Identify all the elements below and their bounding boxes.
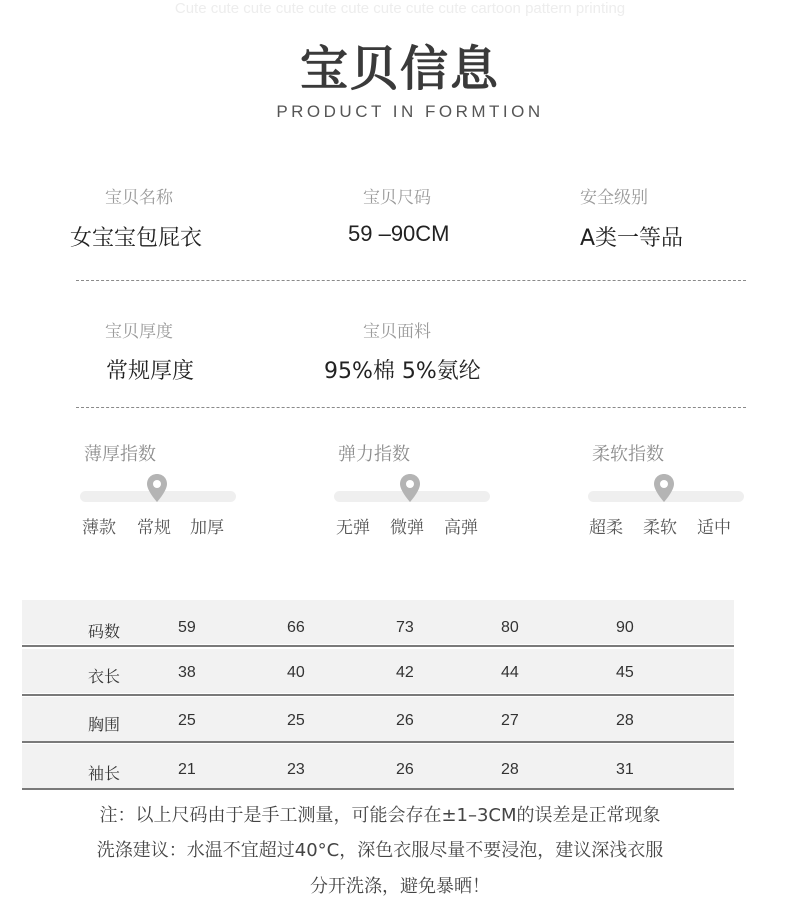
- table-cell: 59: [178, 619, 196, 636]
- elasticity-index-title: 弹力指数: [338, 444, 410, 465]
- table-cell: 45: [616, 664, 634, 681]
- product-size-label: 宝贝尺码: [363, 188, 431, 208]
- table-rule: [22, 788, 734, 790]
- softness-option-moderate: 适中: [697, 518, 731, 538]
- product-name-label: 宝贝名称: [105, 188, 173, 208]
- table-cell: 42: [396, 664, 414, 681]
- watermark-text: Cute cute cute cute cute cute cute cute cute cartoon pattern printing: [174, 0, 626, 17]
- table-cell: 28: [501, 761, 519, 778]
- product-size-value: 59 –90CM: [348, 221, 450, 246]
- table-rule: [22, 694, 734, 696]
- location-pin-icon: [398, 473, 422, 503]
- table-cell: 25: [287, 712, 305, 729]
- table-cell: 66: [287, 619, 305, 636]
- thickness-value: 常规厚度: [106, 359, 195, 384]
- thickness-option-thin: 薄款: [82, 518, 116, 538]
- page-title: 宝贝信息: [299, 41, 500, 97]
- location-pin-icon: [145, 473, 169, 503]
- safety-level-value: A类一等品: [580, 226, 684, 251]
- elasticity-option-none: 无弹: [336, 518, 370, 538]
- length-row-label: 衣长: [88, 667, 121, 686]
- size-row-label: 码数: [88, 622, 121, 641]
- table-cell: 23: [287, 761, 305, 778]
- table-cell: 25: [178, 712, 196, 729]
- softness-option-super-soft: 超柔: [589, 518, 623, 538]
- product-name-value: 女宝宝包屁衣: [70, 226, 203, 251]
- table-cell: 31: [616, 761, 634, 778]
- chest-row-label: 胸围: [88, 715, 121, 734]
- dashed-divider: [76, 280, 746, 281]
- table-cell: 26: [396, 712, 414, 729]
- table-cell: 73: [396, 619, 414, 636]
- thickness-option-regular: 常规: [137, 518, 171, 538]
- table-rule: [22, 645, 734, 647]
- table-cell: 28: [616, 712, 634, 729]
- thickness-label: 宝贝厚度: [105, 322, 173, 342]
- table-cell: 90: [616, 619, 634, 636]
- softness-index-title: 柔软指数: [592, 444, 664, 465]
- safety-level-label: 安全级别: [580, 188, 648, 208]
- fabric-label: 宝贝面料: [363, 322, 431, 342]
- table-cell: 26: [396, 761, 414, 778]
- washing-advice-continued: 分开洗涤，避免暴晒！: [310, 876, 490, 897]
- washing-advice: 洗涤建议：水温不宜超过40°C，深色衣服尽量不要浸泡，建议深浅衣服: [96, 840, 664, 861]
- fabric-value: 95%棉 5%氨纶: [324, 359, 481, 384]
- table-cell: 38: [178, 664, 196, 681]
- softness-option-soft: 柔软: [643, 518, 677, 538]
- sleeve-row-label: 袖长: [88, 764, 121, 783]
- table-cell: 21: [178, 761, 196, 778]
- table-cell: 44: [501, 664, 519, 681]
- table-cell: 40: [287, 664, 305, 681]
- page-subtitle: PRODUCT IN FORMTION: [276, 102, 544, 121]
- measurement-note: 注：以上尺码由于是手工测量，可能会存在±1–3CM的误差是正常现象: [99, 805, 661, 826]
- elasticity-option-high: 高弹: [444, 518, 478, 538]
- thickness-option-thick: 加厚: [190, 518, 224, 538]
- location-pin-icon: [652, 473, 676, 503]
- table-cell: 80: [501, 619, 519, 636]
- dashed-divider: [76, 407, 746, 408]
- table-rule: [22, 741, 734, 743]
- thickness-index-title: 薄厚指数: [84, 444, 156, 465]
- elasticity-option-slight: 微弹: [390, 518, 424, 538]
- table-cell: 27: [501, 712, 519, 729]
